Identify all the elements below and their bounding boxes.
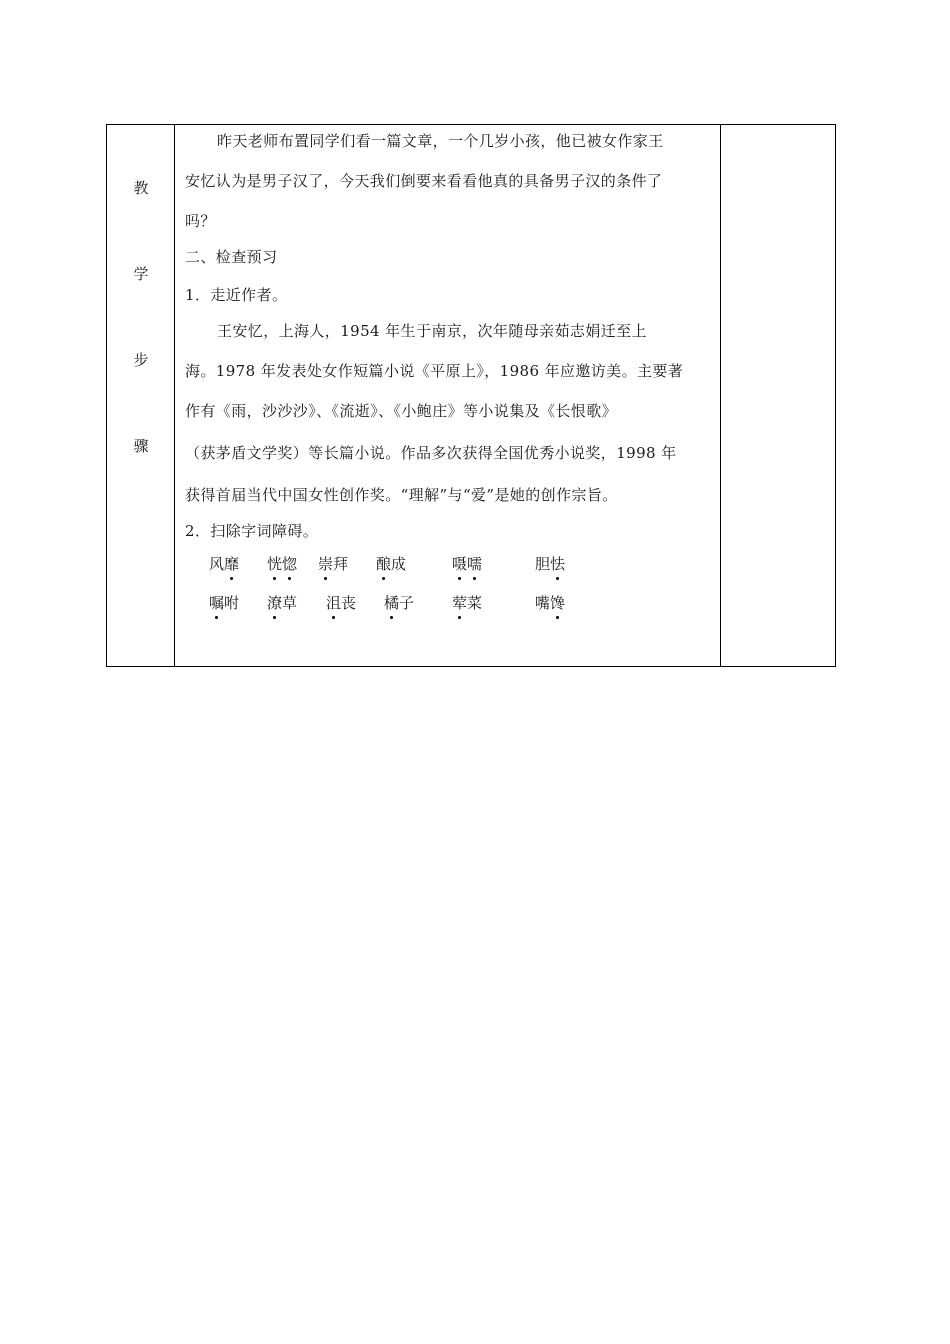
vocab-char: 拜: [333, 555, 349, 573]
content-column: [175, 125, 721, 666]
vocab-word: [209, 592, 239, 613]
author-line: 海。1978 年发表处女作短篇小说《平原上》，1986 年应邀访美。主要著: [185, 362, 684, 380]
dotted-char: 酿: [376, 555, 392, 573]
vocab-word: [535, 553, 565, 574]
vocab-word: [535, 592, 565, 613]
dotted-char: 橘: [384, 594, 400, 612]
dotted-char: 嘱: [209, 594, 225, 612]
dotted-char: 嚅: [467, 555, 483, 573]
intro-line: 吗？: [185, 212, 216, 230]
author-line: 王安忆，上海人，1954 年生于南京，次年随母亲茹志娟迁至上: [217, 322, 647, 340]
vocab-char: 丧: [341, 594, 357, 612]
vocab-char: 咐: [224, 594, 240, 612]
dotted-char: 馋: [550, 594, 566, 612]
vocab-word: [376, 553, 406, 574]
author-line: 获得首届当代中国女性创作奖。“理解”与“爱”是她的创作宗旨。: [185, 486, 618, 504]
vocab-word: [452, 553, 482, 574]
dotted-char: 嗫: [452, 555, 468, 573]
vocab-char: 子: [399, 594, 415, 612]
lesson-table: [106, 124, 836, 667]
step-label-char: 步: [133, 351, 149, 369]
vocab-char: 菜: [467, 594, 483, 612]
vocab-word: [267, 553, 297, 574]
vocab-char: 草: [282, 594, 298, 612]
step-label-char: 骤: [133, 437, 149, 455]
vocab-word: [452, 592, 482, 613]
author-line: （获茅盾文学奖）等长篇小说。作品多次获得全国优秀小说奖，1998 年: [185, 444, 677, 462]
vocab-char: 嘴: [535, 594, 551, 612]
dotted-char: 怯: [550, 555, 566, 573]
dotted-char: 靡: [224, 555, 240, 573]
intro-line: 安忆认为是男子汉了，今天我们倒要来看看他真的具备男子汉的条件了: [185, 172, 663, 190]
dotted-char: 潦: [267, 594, 283, 612]
vocab-char: 胆: [535, 555, 551, 573]
dotted-char: 崇: [318, 555, 334, 573]
intro-line: 昨天老师布置同学们看一篇文章，一个几岁小孩，他已被女作家王: [217, 132, 664, 150]
vocab-word: [267, 592, 297, 613]
dotted-char: 恍: [267, 555, 283, 573]
dotted-char: 惚: [282, 555, 298, 573]
dotted-char: 荤: [452, 594, 468, 612]
vocab-word: [326, 592, 356, 613]
author-line: 作有《雨，沙沙沙》、《流逝》、《小鲍庄》等小说集及《长恨歌》: [185, 402, 618, 420]
vocab-word: [384, 592, 414, 613]
item-title: 2．扫除字词障碍。: [185, 522, 319, 540]
item-title: 1．走近作者。: [185, 286, 288, 304]
step-label-char: 学: [133, 265, 149, 283]
section-heading: 二、检查预习: [185, 248, 278, 266]
step-label-column: [107, 125, 175, 666]
notes-column: [721, 125, 836, 666]
step-label-char: 教: [133, 179, 149, 197]
vocab-char: 风: [209, 555, 225, 573]
vocab-char: 成: [391, 555, 407, 573]
dotted-char: 沮: [326, 594, 342, 612]
vocab-word: [318, 553, 348, 574]
vocab-word: [209, 553, 239, 574]
